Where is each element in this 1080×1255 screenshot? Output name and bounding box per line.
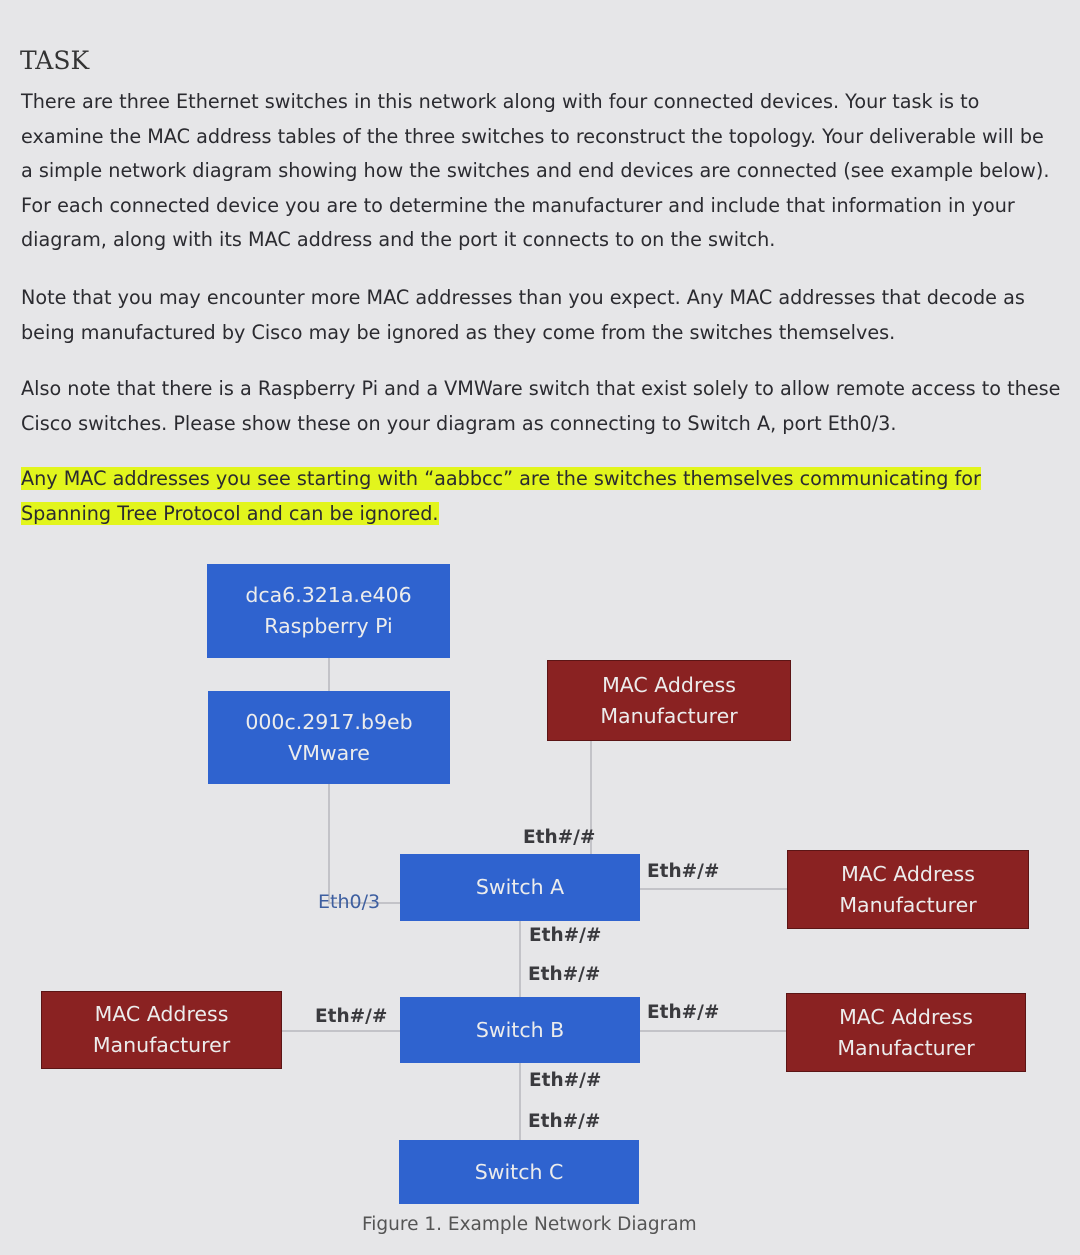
figure-caption: Figure 1. Example Network Diagram bbox=[362, 1214, 697, 1235]
switch-c-box bbox=[399, 1140, 639, 1204]
connector-switch-a-right bbox=[640, 888, 788, 890]
device-right-b-mac: MAC Address bbox=[839, 1004, 973, 1029]
port-label-switch-a-right: Eth#/# bbox=[647, 861, 720, 882]
device-box-left-b bbox=[41, 991, 282, 1069]
switch-b-box bbox=[400, 997, 640, 1063]
task-paragraph-2: Note that you may encounter more MAC addresses than you expect. Any MAC addresses that decode as being manufactured by Cisco may be ignored as they come from the switches themselves. bbox=[21, 286, 1025, 344]
task-paragraph-1: There are three Ethernet switches in this network along with four connected devices. Your task is to examine the MAC address tables of the three switches to reconstruct the topology. Your deliverable will be a simple network diagram showing how the switches and end devices are connected (see example below). For each connected device you are to determine the manufacturer and include that information in your diagram, along with its MAC address and the port it connects to on the switch. bbox=[21, 90, 1050, 251]
connector-switch-b-right bbox=[640, 1030, 786, 1032]
switch-a-box bbox=[400, 854, 640, 921]
port-label-switch-c-top: Eth#/# bbox=[528, 1111, 601, 1132]
vmware-mac: 000c.2917.b9eb bbox=[245, 709, 413, 734]
raspberry-pi-box bbox=[207, 564, 450, 658]
device-top-manufacturer: Manufacturer bbox=[600, 703, 738, 728]
switch-a-label: Switch A bbox=[475, 875, 565, 899]
device-right-a-mac: MAC Address bbox=[841, 861, 975, 886]
device-right-a-manufacturer: Manufacturer bbox=[839, 892, 977, 917]
port-label-switch-b-bottom: Eth#/# bbox=[529, 1070, 602, 1091]
device-top-mac: MAC Address bbox=[602, 672, 736, 697]
port-label-switch-b-left: Eth#/# bbox=[315, 1006, 388, 1027]
highlighted-text: Any MAC addresses you see starting with “aabbcc” are the switches themselves communicating for Spanning Tree Protocol and can be ignored. bbox=[21, 467, 981, 525]
port-label-switch-a-left: Eth0/3 bbox=[318, 891, 381, 913]
connector-vmware-vertical bbox=[328, 784, 330, 902]
port-label-switch-a-bottom: Eth#/# bbox=[529, 925, 602, 946]
device-box-right-a bbox=[787, 850, 1029, 929]
device-left-b-mac: MAC Address bbox=[94, 1002, 229, 1026]
connector-switch-a-to-b bbox=[519, 921, 521, 998]
connector-raspberry-vertical bbox=[328, 658, 330, 692]
task-heading: TASK bbox=[20, 46, 90, 75]
connector-switch-b-left bbox=[281, 1030, 400, 1032]
task-highlight-note bbox=[21, 462, 1061, 531]
connector-switch-b-to-c bbox=[519, 1063, 521, 1141]
raspberry-pi-label: Raspberry Pi bbox=[264, 614, 393, 638]
vmware-label: VMware bbox=[288, 740, 370, 765]
port-label-switch-a-top: Eth#/# bbox=[523, 827, 596, 848]
vmware-box bbox=[208, 691, 450, 784]
task-paragraph-3: Also note that there is a Raspberry Pi and a VMWare switch that exist solely to allow remote access to these Cisco switches. Please show these on your diagram as connecting to Switch A, port Eth0/3. bbox=[21, 377, 1061, 435]
device-box-top bbox=[547, 660, 791, 741]
switch-c-label: Switch C bbox=[474, 1159, 564, 1184]
device-left-b-manufacturer: Manufacturer bbox=[92, 1033, 231, 1057]
port-label-switch-b-top: Eth#/# bbox=[528, 964, 601, 985]
port-label-switch-b-right: Eth#/# bbox=[647, 1002, 720, 1023]
switch-b-label: Switch B bbox=[475, 1017, 565, 1042]
device-box-right-b bbox=[786, 993, 1026, 1072]
device-right-b-manufacturer: Manufacturer bbox=[837, 1035, 975, 1060]
raspberry-pi-mac: dca6.321a.e406 bbox=[245, 583, 412, 607]
